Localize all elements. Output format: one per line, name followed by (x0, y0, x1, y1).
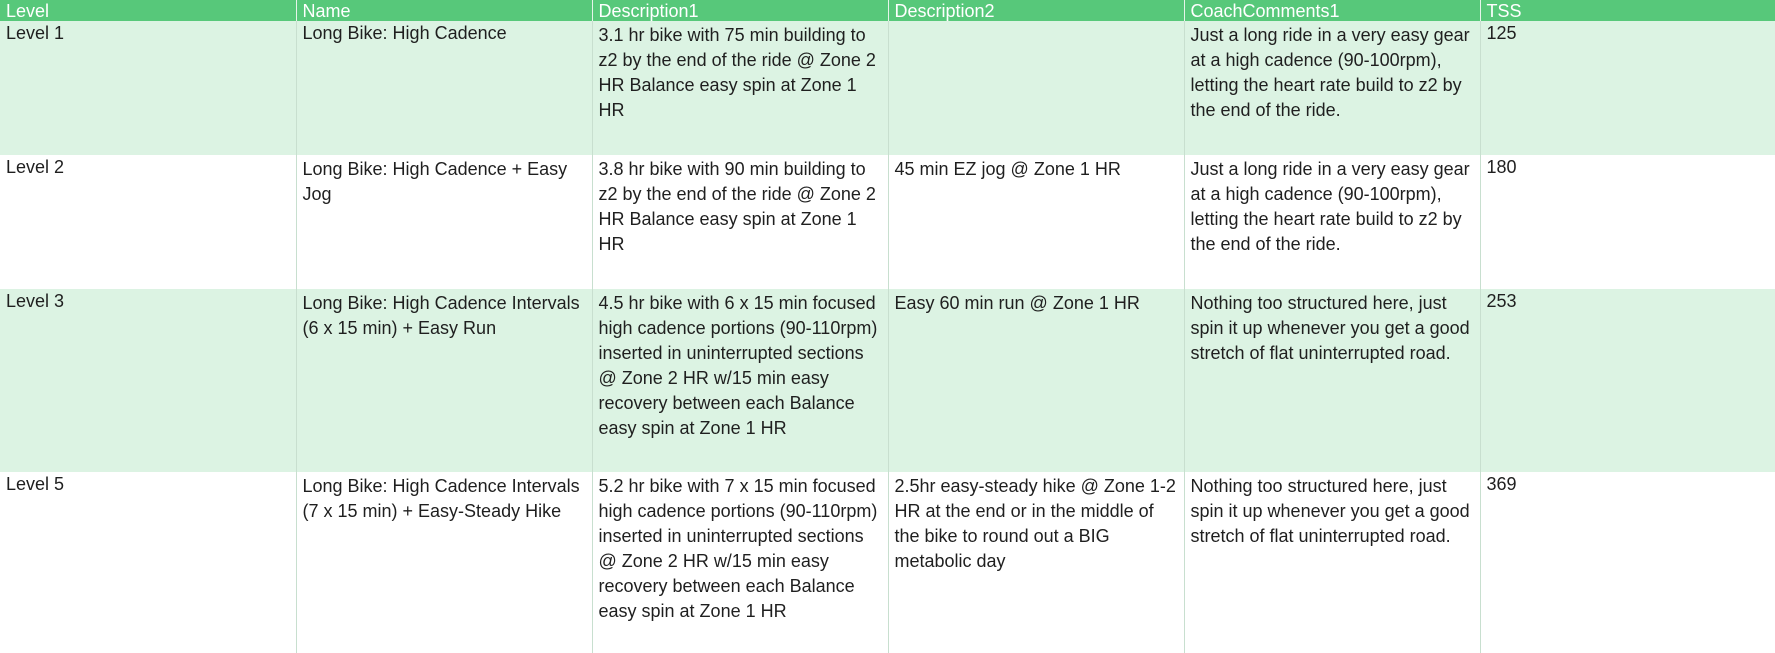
table-row (0, 472, 1775, 653)
table-row (0, 289, 1775, 472)
column-header-coach-comments1[interactable]: CoachComments1 (1184, 0, 1480, 21)
cell-description2[interactable]: 2.5hr easy-steady hike @ Zone 1-2 HR at the end or in the middle of the bike to round out a BIG metabolic day (888, 472, 1184, 653)
column-header-level[interactable]: Level (0, 0, 296, 21)
cell-coach-comments1[interactable]: Nothing too structured here, just spin it up whenever you get a good stretch of flat uninterrupted road. (1184, 289, 1480, 472)
cell-description1[interactable]: 3.8 hr bike with 90 min building to z2 by the end of the ride @ Zone 2 HR Balance easy spin at Zone 1 HR (592, 155, 888, 289)
cell-tss[interactable]: 253 (1480, 289, 1775, 472)
cell-description1[interactable]: 5.2 hr bike with 7 x 15 min focused high cadence portions (90-110rpm) inserted in uninterrupted sections @ Zone 2 HR w/15 min easy recovery between each Balance easy spin at Zone 1 HR (592, 472, 888, 653)
cell-tss[interactable]: 125 (1480, 21, 1775, 155)
cell-name[interactable]: Long Bike: High Cadence + Easy Jog (296, 155, 592, 289)
cell-description1[interactable]: 3.1 hr bike with 75 min building to z2 by the end of the ride @ Zone 2 HR Balance easy spin at Zone 1 HR (592, 21, 888, 155)
cell-level[interactable]: Level 1 (0, 21, 296, 155)
cell-description2[interactable]: 45 min EZ jog @ Zone 1 HR (888, 155, 1184, 289)
cell-tss[interactable]: 180 (1480, 155, 1775, 289)
column-header-description2[interactable]: Description2 (888, 0, 1184, 21)
cell-level[interactable]: Level 2 (0, 155, 296, 289)
column-header-tss[interactable]: TSS (1480, 0, 1775, 21)
header-row (0, 0, 1775, 21)
table-row (0, 155, 1775, 289)
cell-level[interactable]: Level 5 (0, 472, 296, 653)
table-row (0, 21, 1775, 155)
cell-description2[interactable]: Easy 60 min run @ Zone 1 HR (888, 289, 1184, 472)
column-header-description1[interactable]: Description1 (592, 0, 888, 21)
column-header-name[interactable]: Name (296, 0, 592, 21)
cell-name[interactable]: Long Bike: High Cadence Intervals (6 x 15 min) + Easy Run (296, 289, 592, 472)
cell-coach-comments1[interactable]: Just a long ride in a very easy gear at a high cadence (90-100rpm), letting the heart rate build to z2 by the end of the ride. (1184, 155, 1480, 289)
cell-coach-comments1[interactable]: Nothing too structured here, just spin it up whenever you get a good stretch of flat uninterrupted road. (1184, 472, 1480, 653)
cell-description1[interactable]: 4.5 hr bike with 6 x 15 min focused high cadence portions (90-110rpm) inserted in uninterrupted sections @ Zone 2 HR w/15 min easy recovery between each Balance easy spin at Zone 1 HR (592, 289, 888, 472)
cell-coach-comments1[interactable]: Just a long ride in a very easy gear at a high cadence (90-100rpm), letting the heart rate build to z2 by the end of the ride. (1184, 21, 1480, 155)
cell-name[interactable]: Long Bike: High Cadence (296, 21, 592, 155)
cell-description2[interactable] (888, 21, 1184, 155)
cell-level[interactable]: Level 3 (0, 289, 296, 472)
cell-name[interactable]: Long Bike: High Cadence Intervals (7 x 15 min) + Easy-Steady Hike (296, 472, 592, 653)
cell-tss[interactable]: 369 (1480, 472, 1775, 653)
